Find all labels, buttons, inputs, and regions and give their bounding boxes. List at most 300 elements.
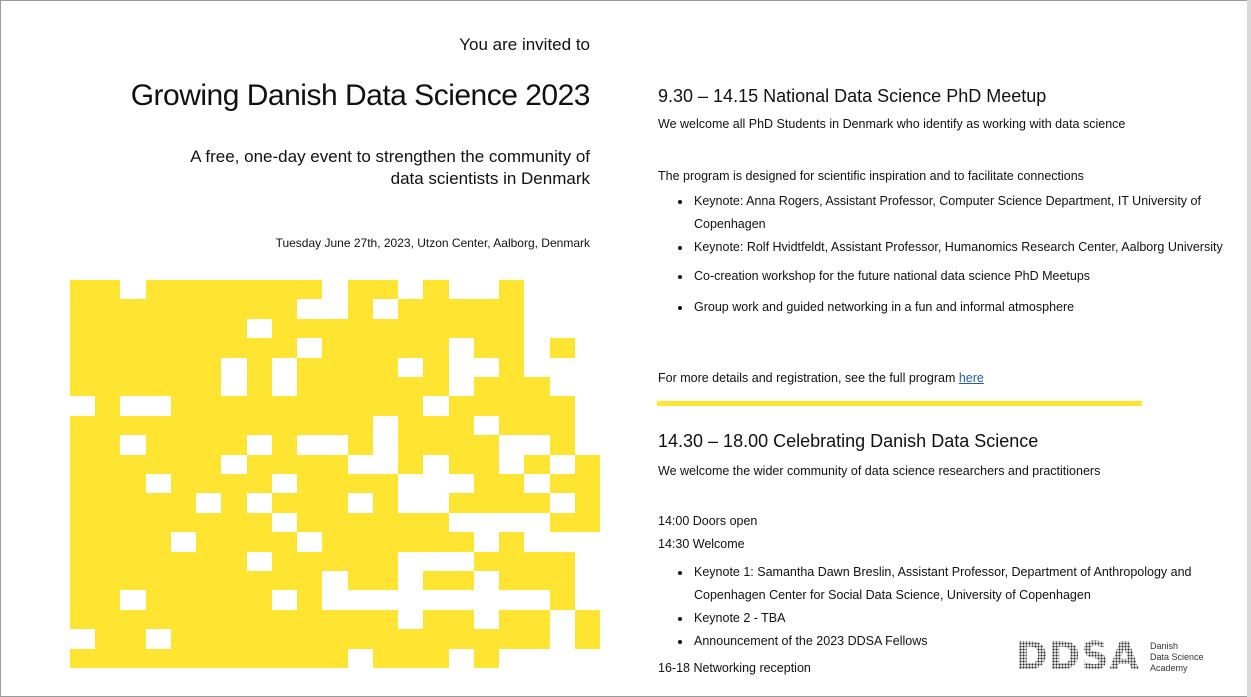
mosaic-cell — [221, 338, 246, 357]
mosaic-cell — [120, 571, 145, 590]
mosaic-cell — [297, 299, 322, 318]
mosaic-cell — [95, 610, 120, 629]
session2-doors: 14:00 Doors open — [658, 514, 758, 528]
mosaic-cell — [348, 610, 373, 629]
mosaic-cell — [348, 493, 373, 512]
mosaic-cell — [499, 610, 524, 629]
mosaic-cell — [272, 649, 297, 668]
mosaic-cell — [120, 532, 145, 551]
mosaic-cell — [247, 455, 272, 474]
mosaic-cell — [272, 319, 297, 338]
mosaic-cell — [524, 280, 549, 299]
mosaic-cell — [575, 552, 600, 571]
mosaic-cell — [524, 571, 549, 590]
mosaic-cell — [474, 455, 499, 474]
mosaic-cell — [524, 435, 549, 454]
mosaic-cell — [196, 319, 221, 338]
mosaic-cell — [348, 629, 373, 648]
mosaic-cell — [221, 474, 246, 493]
list-item: Announcement of the 2023 DDSA Fellows — [658, 630, 1234, 653]
mosaic-cell — [423, 416, 448, 435]
mosaic-cell — [272, 396, 297, 415]
mosaic-cell — [550, 377, 575, 396]
mosaic-cell — [221, 319, 246, 338]
invitation-intro: You are invited to — [459, 35, 590, 54]
mosaic-cell — [348, 435, 373, 454]
mosaic-cell — [297, 338, 322, 357]
mosaic-cell — [499, 377, 524, 396]
mosaic-cell — [449, 319, 474, 338]
mosaic-cell — [423, 513, 448, 532]
mosaic-cell — [196, 455, 221, 474]
mosaic-cell — [550, 358, 575, 377]
mosaic-cell — [70, 493, 95, 512]
mosaic-cell — [95, 552, 120, 571]
mosaic-cell — [272, 416, 297, 435]
mosaic-cell — [398, 299, 423, 318]
mosaic-cell — [196, 299, 221, 318]
mosaic-cell — [550, 455, 575, 474]
mosaic-cell — [550, 649, 575, 668]
mosaic-cell — [575, 590, 600, 609]
mosaic-cell — [524, 338, 549, 357]
mosaic-cell — [171, 299, 196, 318]
mosaic-cell — [221, 552, 246, 571]
mosaic-cell — [221, 358, 246, 377]
mosaic-cell — [120, 590, 145, 609]
mosaic-cell — [423, 358, 448, 377]
mosaic-cell — [575, 299, 600, 318]
mosaic-cell — [398, 377, 423, 396]
mosaic-cell — [70, 435, 95, 454]
session1-list — [658, 190, 1234, 319]
mosaic-cell — [449, 532, 474, 551]
mosaic-cell — [95, 571, 120, 590]
mosaic-cell — [398, 455, 423, 474]
mosaic-cell — [146, 474, 171, 493]
mosaic-cell — [575, 649, 600, 668]
mosaic-cell — [449, 552, 474, 571]
mosaic-cell — [221, 280, 246, 299]
logo-line-2: Data Science — [1150, 652, 1204, 662]
mosaic-cell — [550, 435, 575, 454]
mosaic-cell — [196, 435, 221, 454]
mosaic-cell — [95, 629, 120, 648]
mosaic-cell — [423, 532, 448, 551]
mosaic-cell — [449, 338, 474, 357]
mosaic-cell — [247, 590, 272, 609]
mosaic-cell — [171, 416, 196, 435]
mosaic-cell — [171, 358, 196, 377]
mosaic-cell — [171, 590, 196, 609]
mosaic-cell — [297, 319, 322, 338]
event-date-location: Tuesday June 27th, 2023, Utzon Center, Aalborg, Denmark — [275, 236, 590, 250]
mosaic-cell — [171, 338, 196, 357]
mosaic-cell — [196, 513, 221, 532]
logo-line-1: Danish — [1150, 641, 1179, 651]
mosaic-cell — [550, 571, 575, 590]
mosaic-cell — [196, 590, 221, 609]
mosaic-cell — [95, 474, 120, 493]
mosaic-cell — [348, 552, 373, 571]
logo-wordmark — [1150, 641, 1204, 674]
mosaic-cell — [247, 513, 272, 532]
mosaic-cell — [171, 649, 196, 668]
mosaic-cell — [95, 455, 120, 474]
mosaic-cell — [120, 319, 145, 338]
mosaic-cell — [70, 610, 95, 629]
mosaic-cell — [348, 319, 373, 338]
mosaic-cell — [221, 532, 246, 551]
mosaic-cell — [524, 513, 549, 532]
mosaic-cell — [474, 629, 499, 648]
mosaic-cell — [398, 532, 423, 551]
mosaic-cell — [550, 513, 575, 532]
mosaic-cell — [247, 416, 272, 435]
mosaic-cell — [398, 513, 423, 532]
mosaic-cell — [95, 532, 120, 551]
mosaic-cell — [297, 377, 322, 396]
mosaic-cell — [95, 358, 120, 377]
mosaic-cell — [196, 493, 221, 512]
mosaic-cell — [247, 629, 272, 648]
mosaic-cell — [373, 377, 398, 396]
mosaic-cell — [449, 571, 474, 590]
mosaic-cell — [322, 377, 347, 396]
yellow-divider — [657, 401, 1142, 406]
mosaic-cell — [247, 474, 272, 493]
mosaic-cell — [322, 571, 347, 590]
mosaic-cell — [221, 396, 246, 415]
session1-details — [658, 371, 984, 385]
mosaic-cell — [499, 474, 524, 493]
mosaic-cell — [297, 358, 322, 377]
mosaic-cell — [348, 299, 373, 318]
mosaic-cell — [120, 493, 145, 512]
mosaic-cell — [474, 338, 499, 357]
mosaic-cell — [146, 358, 171, 377]
mosaic-cell — [575, 338, 600, 357]
mosaic-cell — [70, 649, 95, 668]
mosaic-cell — [272, 299, 297, 318]
mosaic-cell — [297, 280, 322, 299]
mosaic-cell — [247, 649, 272, 668]
logo-line-3: Academy — [1150, 663, 1188, 673]
mosaic-cell — [95, 493, 120, 512]
mosaic-cell — [196, 396, 221, 415]
mosaic-cell — [499, 319, 524, 338]
mosaic-cell — [70, 552, 95, 571]
mosaic-cell — [70, 571, 95, 590]
mosaic-cell — [272, 571, 297, 590]
mosaic-cell — [423, 649, 448, 668]
mosaic-cell — [171, 474, 196, 493]
mosaic-cell — [575, 435, 600, 454]
mosaic-cell — [575, 610, 600, 629]
mosaic-cell — [575, 396, 600, 415]
mosaic-cell — [70, 513, 95, 532]
scrollbar-edge — [1247, 0, 1251, 697]
mosaic-cell — [120, 280, 145, 299]
mosaic-cell — [474, 610, 499, 629]
mosaic-cell — [146, 338, 171, 357]
mosaic-cell — [70, 358, 95, 377]
mosaic-cell — [146, 649, 171, 668]
mosaic-cell — [524, 319, 549, 338]
mosaic-cell — [449, 455, 474, 474]
list-item: Keynote 1: Samantha Dawn Breslin, Assistant Professor, Department of Anthropology and Copenhagen Center for Social Data Science, University of Copenhagen — [658, 561, 1234, 607]
mosaic-cell — [550, 319, 575, 338]
mosaic-cell — [499, 571, 524, 590]
mosaic-cell — [474, 435, 499, 454]
session2-heading: 14.30 – 18.00 Celebrating Danish Data Science — [658, 431, 1039, 451]
mosaic-cell — [297, 649, 322, 668]
mosaic-cell — [146, 590, 171, 609]
mosaic-cell — [398, 590, 423, 609]
mosaic-cell — [348, 474, 373, 493]
mosaic-cell — [95, 416, 120, 435]
mosaic-cell — [499, 299, 524, 318]
mosaic-cell — [373, 610, 398, 629]
mosaic-cell — [449, 358, 474, 377]
list-item: Group work and guided networking in a fun and informal atmosphere — [658, 296, 1234, 319]
mosaic-cell — [272, 377, 297, 396]
mosaic-cell — [499, 590, 524, 609]
mosaic-cell — [120, 629, 145, 648]
mosaic-cell — [196, 280, 221, 299]
mosaic-cell — [474, 590, 499, 609]
mosaic-cell — [373, 590, 398, 609]
mosaic-cell — [196, 474, 221, 493]
mosaic-cell — [196, 377, 221, 396]
mosaic-cell — [95, 338, 120, 357]
mosaic-cell — [322, 416, 347, 435]
mosaic-cell — [146, 532, 171, 551]
list-item: Co-creation workshop for the future national data science PhD Meetups — [658, 265, 1234, 288]
mosaic-cell — [398, 319, 423, 338]
mosaic-cell — [524, 590, 549, 609]
mosaic-cell — [499, 513, 524, 532]
mosaic-cell — [373, 280, 398, 299]
mosaic-cell — [348, 416, 373, 435]
mosaic-cell — [499, 396, 524, 415]
mosaic-cell — [297, 396, 322, 415]
mosaic-cell — [272, 474, 297, 493]
mosaic-cell — [423, 610, 448, 629]
mosaic-cell — [575, 474, 600, 493]
mosaic-cell — [120, 299, 145, 318]
mosaic-cell — [423, 571, 448, 590]
mosaic-cell — [449, 649, 474, 668]
mosaic-cell — [550, 299, 575, 318]
list-item: Keynote: Rolf Hvidtfeldt, Assistant Professor, Humanomics Research Center, Aalborg University — [658, 236, 1234, 259]
mosaic-cell — [247, 532, 272, 551]
mosaic-cell — [373, 552, 398, 571]
mosaic-cell — [70, 532, 95, 551]
mosaic-cell — [171, 493, 196, 512]
mosaic-cell — [120, 377, 145, 396]
mosaic-cell — [70, 590, 95, 609]
mosaic-cell — [423, 377, 448, 396]
mosaic-cell — [398, 474, 423, 493]
mosaic-cell — [474, 513, 499, 532]
mosaic-cell — [221, 416, 246, 435]
mosaic-cell — [272, 552, 297, 571]
mosaic-cell — [524, 416, 549, 435]
mosaic-cell — [398, 493, 423, 512]
mosaic-cell — [95, 649, 120, 668]
session1-welcome: We welcome all PhD Students in Denmark who identify as working with data science — [658, 117, 1126, 131]
mosaic-cell — [474, 358, 499, 377]
mosaic-cell — [524, 493, 549, 512]
mosaic-cell — [146, 455, 171, 474]
mosaic-cell — [524, 474, 549, 493]
mosaic-cell — [146, 493, 171, 512]
mosaic-cell — [221, 455, 246, 474]
mosaic-cell — [373, 416, 398, 435]
mosaic-cell — [146, 435, 171, 454]
mosaic-cell — [499, 416, 524, 435]
mosaic-cell — [423, 435, 448, 454]
mosaic-cell — [449, 513, 474, 532]
mosaic-cell — [297, 571, 322, 590]
mosaic-cell — [70, 299, 95, 318]
mosaic-cell — [146, 610, 171, 629]
mosaic-cell — [196, 629, 221, 648]
mosaic-cell — [221, 513, 246, 532]
mosaic-cell — [322, 513, 347, 532]
mosaic-cell — [146, 319, 171, 338]
mosaic-cell — [524, 396, 549, 415]
mosaic-cell — [550, 590, 575, 609]
mosaic-cell — [247, 396, 272, 415]
mosaic-cell — [575, 571, 600, 590]
mosaic-cell — [171, 513, 196, 532]
mosaic-cell — [524, 629, 549, 648]
mosaic-cell — [373, 319, 398, 338]
mosaic-cell — [423, 319, 448, 338]
mosaic-cell — [524, 455, 549, 474]
mosaic-cell — [247, 299, 272, 318]
mosaic-cell — [120, 396, 145, 415]
mosaic-cell — [550, 532, 575, 551]
mosaic-cell — [247, 610, 272, 629]
mosaic-cell — [348, 358, 373, 377]
mosaic-cell — [70, 629, 95, 648]
mosaic-cell — [499, 435, 524, 454]
mosaic-cell — [95, 396, 120, 415]
mosaic-cell — [423, 396, 448, 415]
mosaic-cell — [575, 455, 600, 474]
mosaic-cell — [423, 338, 448, 357]
mosaic-cell — [146, 396, 171, 415]
mosaic-cell — [575, 629, 600, 648]
program-link[interactable]: here — [958, 371, 984, 385]
mosaic-cell — [221, 629, 246, 648]
mosaic-cell — [120, 649, 145, 668]
mosaic-cell — [499, 358, 524, 377]
mosaic-cell — [297, 513, 322, 532]
mosaic-cell — [70, 377, 95, 396]
mosaic-cell — [322, 610, 347, 629]
mosaic-cell — [524, 532, 549, 551]
mosaic-cell — [247, 338, 272, 357]
mosaic-cell — [449, 493, 474, 512]
mosaic-cell — [146, 377, 171, 396]
mosaic-cell — [272, 338, 297, 357]
mosaic-cell — [398, 396, 423, 415]
mosaic-cell — [373, 338, 398, 357]
mosaic-cell — [449, 377, 474, 396]
mosaic-cell — [272, 435, 297, 454]
list-item: Keynote 2 - TBA — [658, 607, 1234, 630]
mosaic-cell — [348, 513, 373, 532]
mosaic-cell — [373, 493, 398, 512]
session1-program: The program is designed for scientific inspiration and to facilitate connections — [658, 169, 1084, 183]
mosaic-cell — [171, 435, 196, 454]
mosaic-cell — [322, 338, 347, 357]
mosaic-cell — [373, 396, 398, 415]
mosaic-cell — [272, 455, 297, 474]
mosaic-cell — [398, 435, 423, 454]
session2-welcome-time: 14:30 Welcome — [658, 537, 745, 551]
mosaic-cell — [474, 474, 499, 493]
mosaic-cell — [524, 299, 549, 318]
mosaic-cell — [348, 455, 373, 474]
mosaic-cell — [171, 396, 196, 415]
mosaic-cell — [524, 552, 549, 571]
mosaic-cell — [499, 552, 524, 571]
mosaic-cell — [348, 532, 373, 551]
mosaic-cell — [550, 338, 575, 357]
ddsa-logo-mark-icon — [1016, 636, 1144, 672]
mosaic-cell — [221, 377, 246, 396]
mosaic-cell — [499, 280, 524, 299]
mosaic-cell — [322, 649, 347, 668]
mosaic-cell — [196, 338, 221, 357]
mosaic-cell — [70, 455, 95, 474]
mosaic-cell — [120, 552, 145, 571]
tagline-line-1: A free, one-day event to strengthen the community of — [190, 147, 590, 166]
mosaic-cell — [474, 377, 499, 396]
mosaic-cell — [373, 435, 398, 454]
mosaic-cell — [272, 493, 297, 512]
mosaic-cell — [272, 610, 297, 629]
mosaic-cell — [120, 455, 145, 474]
mosaic-cell — [449, 435, 474, 454]
mosaic-cell — [322, 358, 347, 377]
mosaic-cell — [196, 571, 221, 590]
mosaic-cell — [499, 338, 524, 357]
mosaic-cell — [297, 532, 322, 551]
mosaic-cell — [247, 319, 272, 338]
mosaic-cell — [146, 280, 171, 299]
mosaic-cell — [373, 649, 398, 668]
mosaic-cell — [398, 571, 423, 590]
mosaic-cell — [474, 571, 499, 590]
mosaic-cell — [398, 629, 423, 648]
mosaic-cell — [196, 416, 221, 435]
list-item: Keynote: Anna Rogers, Assistant Professor, Computer Science Department, IT University of Copenhagen — [658, 190, 1234, 236]
mosaic-cell — [272, 629, 297, 648]
mosaic-cell — [524, 649, 549, 668]
mosaic-cell — [146, 629, 171, 648]
mosaic-cell — [398, 552, 423, 571]
mosaic-cell — [196, 552, 221, 571]
mosaic-cell — [171, 319, 196, 338]
mosaic-cell — [423, 474, 448, 493]
mosaic-cell — [95, 299, 120, 318]
